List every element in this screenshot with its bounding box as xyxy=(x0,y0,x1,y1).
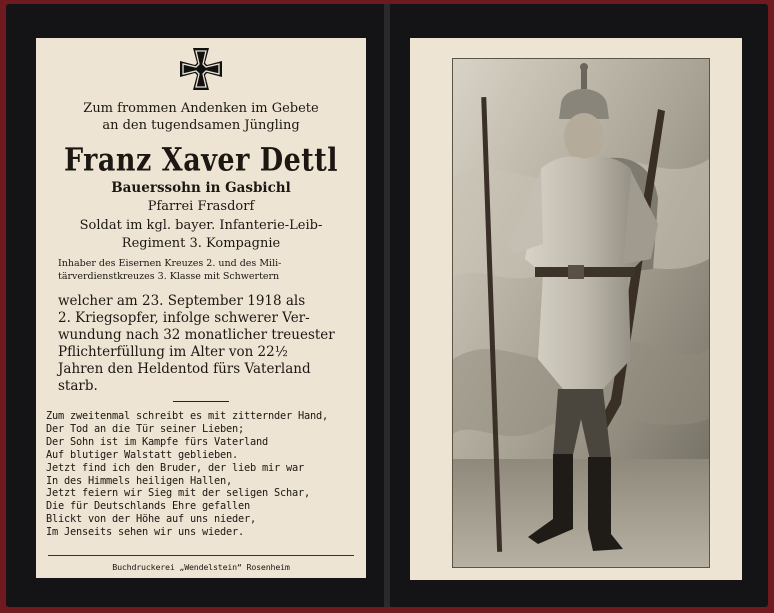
death-line-2: 2. Kriegsopfer, infolge schwerer Ver- xyxy=(58,310,310,326)
poem-line: Jetzt find ich den Bruder, der lieb mir war xyxy=(46,461,304,474)
decorations-line-1: Inhaber des Eisernen Kreuzes 2. und des Mili- xyxy=(58,258,282,269)
death-line-6: starb. xyxy=(58,378,98,394)
decorations-line-2: tärverdienstkreuzes 3. Klasse mit Schwertern xyxy=(58,270,280,282)
divider xyxy=(173,401,229,402)
poem-line: Die für Deutschlands Ehre gefallen xyxy=(46,500,250,513)
death-line-5: Jahren den Heldentod fürs Vaterland xyxy=(58,361,311,377)
death-line-3: wundung nach 32 monatlicher treuester xyxy=(58,327,335,343)
poem-line: Blickt von der Höhe auf uns nieder, xyxy=(46,513,256,526)
death-line-1: welcher am 23. September 1918 als xyxy=(58,293,306,309)
death-notice xyxy=(58,293,344,395)
poem-line: Im Jenseits sehen wir uns wieder. xyxy=(46,526,244,539)
memorial-text-panel xyxy=(36,38,366,578)
soldier-photo xyxy=(452,58,710,568)
intro-line-1: Zum frommen Andenken im Gebete xyxy=(83,101,319,116)
card-fold xyxy=(384,4,390,607)
poem-line: Zum zweitenmal schreibt es mit zitternder Hand, xyxy=(46,410,328,422)
photo-panel xyxy=(410,38,742,580)
poem-line: Auf blutiger Walstatt geblieben. xyxy=(46,448,238,461)
iron-cross-icon xyxy=(178,46,224,92)
intro-line-2: an den tugendsamen Jüngling xyxy=(102,118,300,133)
soldier-line-2: Regiment 3. Kompagnie xyxy=(121,236,281,251)
printer-divider xyxy=(48,555,354,556)
parish-line: Pfarrei Frasdorf xyxy=(147,199,255,214)
poem-line: Der Tod an die Tür seiner Lieben; xyxy=(46,422,244,435)
poem-line: Jetzt feiern wir Sieg mit der seligen Schar, xyxy=(46,487,310,500)
printer-imprint: Buchdruckerei „Wendelstein“ Rosenheim xyxy=(112,562,290,572)
poem-line: Der Sohn ist im Kampfe fürs Vaterland xyxy=(46,435,268,448)
poem xyxy=(46,410,352,539)
origin-line: Bauerssohn in Gasbichl xyxy=(111,180,291,196)
death-line-4: Pflichterfüllung im Alter von 22½ xyxy=(58,344,288,360)
decorations xyxy=(58,258,344,283)
deceased-name: Franz Xaver Dettl xyxy=(63,142,338,179)
soldier-photo-image xyxy=(453,59,709,567)
poem-line: In des Himmels heiligen Hallen, xyxy=(46,474,232,487)
soldier-line-1: Soldat im kgl. bayer. Infanterie-Leib- xyxy=(79,218,323,233)
